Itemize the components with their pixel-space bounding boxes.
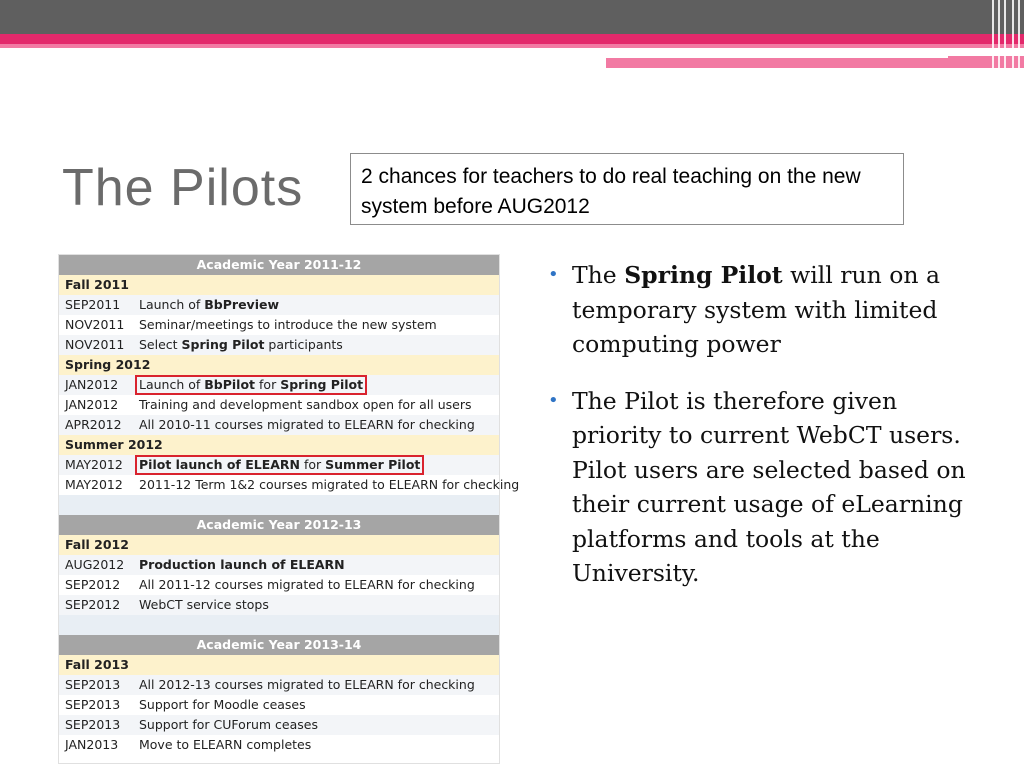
timeline-row xyxy=(59,475,520,495)
timeline-row xyxy=(59,735,499,755)
top-band-pink-light xyxy=(0,44,1024,48)
timeline-row xyxy=(59,555,499,575)
bullet-text: The Pilot is therefore given priority to current WebCT users. Pilot users are selected based on their current usage of eLearning platforms and tools at the University. xyxy=(572,386,966,587)
event-text: All 2010-11 courses migrated to ELEARN for checking xyxy=(139,417,475,432)
event-text: Move to ELEARN completes xyxy=(139,737,312,752)
timeline-row xyxy=(59,695,499,715)
timeline-row xyxy=(59,395,499,415)
bullet-list xyxy=(548,258,988,613)
timeline-row xyxy=(59,575,499,595)
event-date: JAN2013 xyxy=(65,737,119,752)
event-date: NOV2011 xyxy=(65,317,125,332)
event-text: All 2012-13 courses migrated to ELEARN for checking xyxy=(139,677,475,692)
callout-box: 2 chances for teachers to do real teaching on the new system before AUG2012 xyxy=(350,153,904,225)
bullet-text-bold: Spring Pilot xyxy=(624,261,783,289)
bullet-text-pre: The xyxy=(572,261,625,289)
event-date: SEP2012 xyxy=(65,577,121,592)
event-date: MAY2012 xyxy=(65,477,123,492)
event-text-bold: BbPreview xyxy=(204,297,280,312)
event-text: for xyxy=(300,457,326,472)
timeline-row xyxy=(59,455,499,475)
event-text: Seminar/meetings to introduce the new system xyxy=(139,317,437,332)
term-header: Spring 2012 xyxy=(59,355,499,375)
event-text: All 2011-12 courses migrated to ELEARN for checking xyxy=(139,577,475,592)
event-text: Launch of xyxy=(139,377,205,392)
event-date: JAN2012 xyxy=(65,377,119,392)
event-text-bold: BbPilot xyxy=(204,377,256,392)
event-description xyxy=(139,595,499,615)
event-text: Support for Moodle ceases xyxy=(139,697,306,712)
academic-year-section xyxy=(59,255,520,495)
event-text: Support for CUForum ceases xyxy=(139,717,318,732)
event-text-bold: Spring Pilot xyxy=(181,337,265,352)
academic-year-header: Academic Year 2012-13 xyxy=(59,515,499,535)
academic-year-header: Academic Year 2013-14 xyxy=(59,635,499,655)
top-band-pink xyxy=(0,34,1024,44)
academic-year-section xyxy=(59,515,499,615)
highlight-box xyxy=(135,375,367,395)
highlight-box xyxy=(135,455,424,475)
term-header: Summer 2012 xyxy=(59,435,499,455)
event-description xyxy=(139,415,499,435)
event-description xyxy=(139,295,499,315)
event-description xyxy=(139,475,519,495)
timeline-row xyxy=(59,595,499,615)
term-events xyxy=(59,675,499,755)
event-date: SEP2012 xyxy=(65,597,121,612)
bullet-text-post: will run on a temporary system with limited computing power xyxy=(572,261,940,358)
event-date: SEP2013 xyxy=(65,677,121,692)
event-date: AUG2012 xyxy=(65,557,125,572)
event-description xyxy=(139,675,499,695)
event-description xyxy=(139,555,499,575)
bullet-item xyxy=(548,258,988,362)
decorative-stripes xyxy=(988,0,1024,70)
event-text: Training and development sandbox open for all users xyxy=(139,397,472,412)
event-text-bold: Spring Pilot xyxy=(280,377,364,392)
bullet-dot-icon: • xyxy=(548,264,559,285)
event-description xyxy=(139,375,499,395)
top-band-gray xyxy=(0,0,1024,34)
term-header: Fall 2013 xyxy=(59,655,499,675)
term-events xyxy=(59,455,520,495)
event-date: APR2012 xyxy=(65,417,122,432)
event-text: 2011-12 Term 1&2 courses migrated to ELEARN for checking xyxy=(139,477,520,492)
event-description xyxy=(139,695,499,715)
event-text-bold: Production launch of ELEARN xyxy=(139,557,345,572)
event-text: WebCT service stops xyxy=(139,597,269,612)
timeline-row xyxy=(59,315,499,335)
event-date: SEP2013 xyxy=(65,697,121,712)
term-header: Fall 2011 xyxy=(59,275,499,295)
event-date: SEP2013 xyxy=(65,717,121,732)
event-date: JAN2012 xyxy=(65,397,119,412)
event-text: participants xyxy=(264,337,343,352)
event-description xyxy=(139,575,499,595)
bullet-dot-icon: • xyxy=(548,389,559,411)
timeline-row xyxy=(59,675,499,695)
event-text: for xyxy=(255,377,281,392)
event-text: Launch of xyxy=(139,297,205,312)
bullet-item xyxy=(548,384,988,591)
academic-year-header: Academic Year 2011-12 xyxy=(59,255,499,275)
accent-band-line xyxy=(606,56,948,58)
event-description xyxy=(139,335,499,355)
event-date: MAY2012 xyxy=(65,457,123,472)
event-text: Select xyxy=(139,337,182,352)
timeline-table xyxy=(58,254,520,764)
event-date: SEP2011 xyxy=(65,297,121,312)
event-description xyxy=(139,455,499,475)
term-header: Fall 2012 xyxy=(59,535,499,555)
section-gap xyxy=(59,495,499,505)
term-events xyxy=(59,375,499,435)
timeline-row xyxy=(59,335,499,355)
section-gap xyxy=(59,505,499,515)
event-description xyxy=(139,735,499,755)
slide-title: The Pilots xyxy=(62,159,304,217)
timeline-row xyxy=(59,375,499,395)
timeline-row xyxy=(59,715,499,735)
academic-year-section xyxy=(59,635,499,755)
term-events xyxy=(59,555,499,615)
event-date: NOV2011 xyxy=(65,337,125,352)
timeline-row xyxy=(59,415,499,435)
timeline-row xyxy=(59,295,499,315)
event-description xyxy=(139,715,499,735)
event-text-bold: Pilot launch of ELEARN xyxy=(139,457,301,472)
term-events xyxy=(59,295,499,355)
section-gap xyxy=(59,615,499,625)
event-description xyxy=(139,315,499,335)
event-text-bold: Summer Pilot xyxy=(325,457,421,472)
event-description xyxy=(139,395,499,415)
section-gap xyxy=(59,625,499,635)
